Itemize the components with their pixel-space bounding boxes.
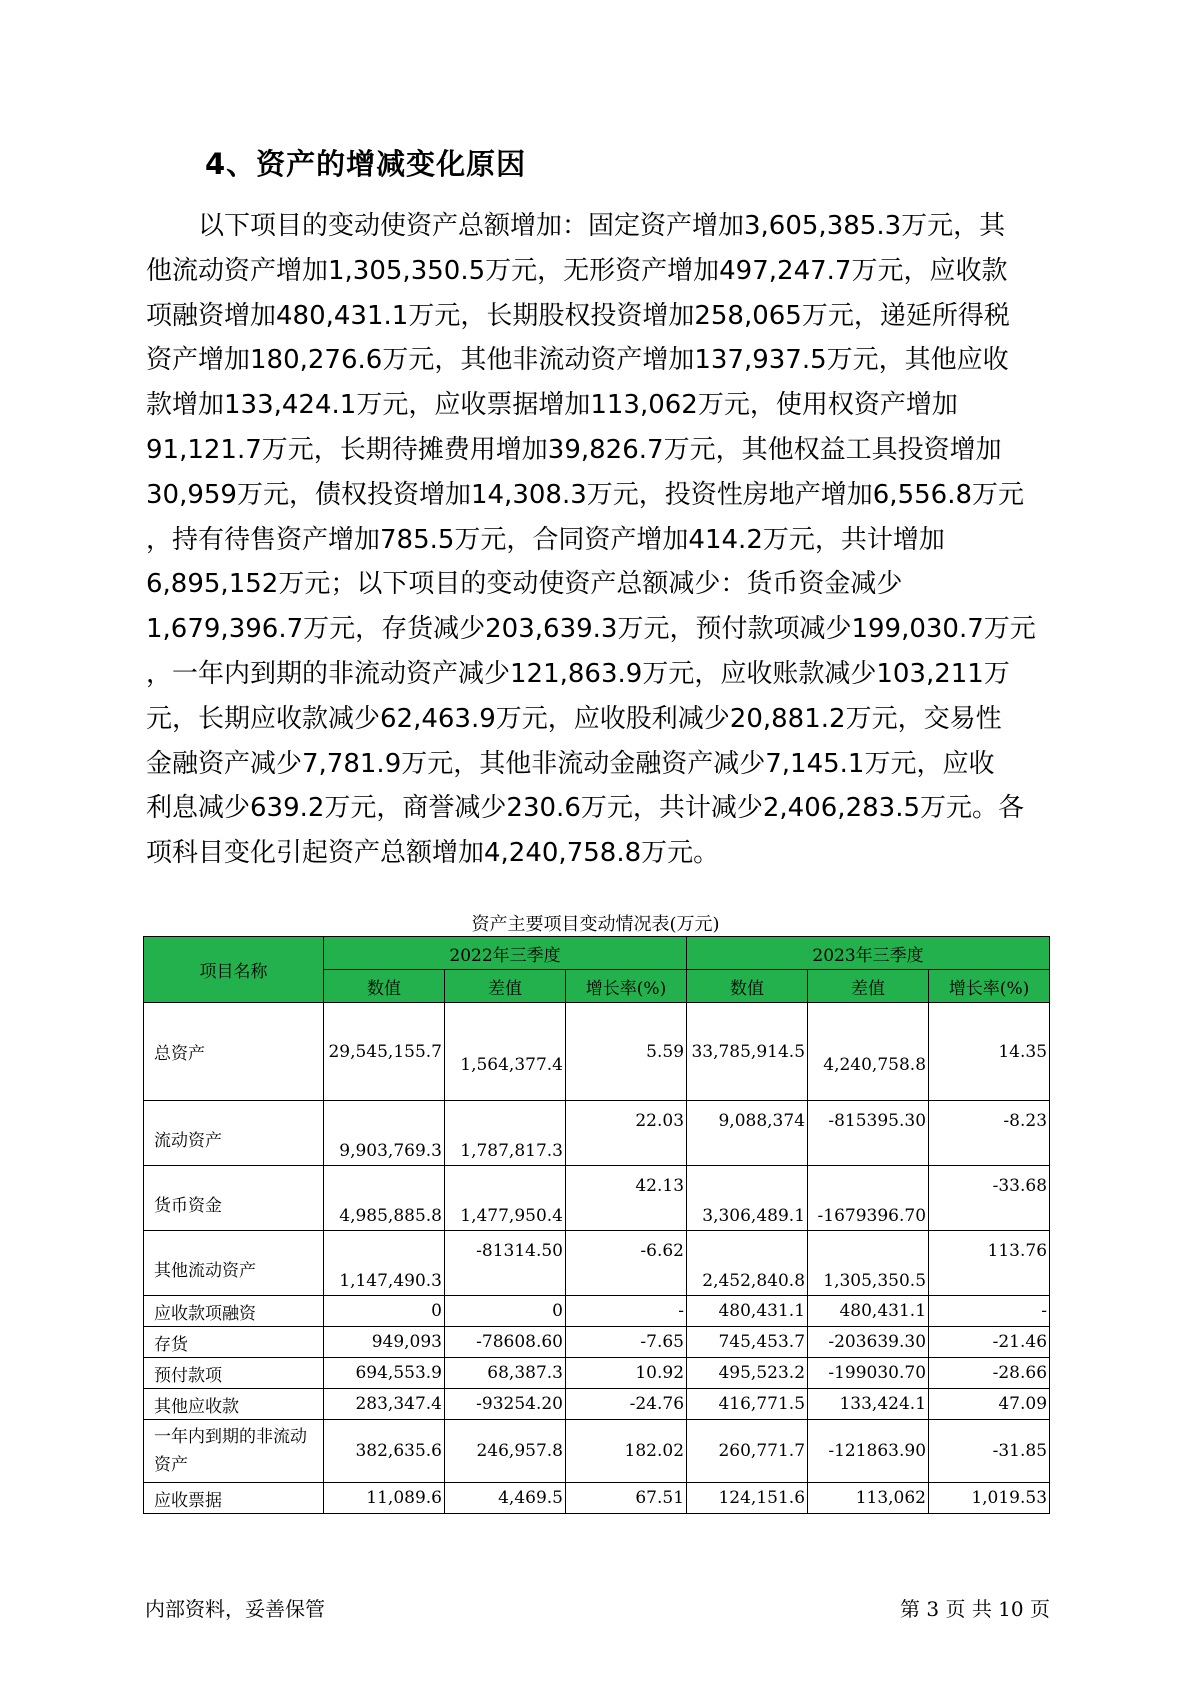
value-2022: 29,545,155.7 [324,1003,445,1101]
diff-2022: -81314.50 [445,1231,566,1296]
row-name: 应收款项融资 [144,1296,324,1327]
diff-2023: -1679396.70 [808,1166,929,1231]
value-2023: 9,088,374 [687,1101,808,1166]
value-2022: 382,635.6 [324,1420,445,1483]
value-2022: 694,553.9 [324,1358,445,1389]
diff-2022: 0 [445,1296,566,1327]
value-2023: 2,452,840.8 [687,1231,808,1296]
diff-2022: 246,957.8 [445,1420,566,1483]
value-2023: 33,785,914.5 [687,1003,808,1101]
growth-2023: -28.66 [929,1358,1050,1389]
growth-2023: 14.35 [929,1003,1050,1101]
footer-page-number: 第 3 页 共 10 页 [900,1597,1050,1621]
growth-2023: 113.76 [929,1231,1050,1296]
diff-2023: -815395.30 [808,1101,929,1166]
value-2022: 0 [324,1296,445,1327]
paragraph-line: 资产增加180,276.6万元，其他非流动资产增加137,937.5万元，其他应收 [146,345,1009,376]
value-2023: 480,431.1 [687,1296,808,1327]
paragraph-line: 项科目变化引起资产总额增加4,240,758.8万元。 [146,838,720,869]
row-name: 一年内到期的非流动资产 [144,1420,324,1483]
section-heading: 4、资产的增减变化原因 [205,147,527,181]
growth-2023: -31.85 [929,1420,1050,1483]
footer-confidential-note: 内部资料，妥善保管 [145,1597,325,1621]
header-value-2022: 数值 [324,970,445,1003]
table-row [144,1389,1050,1420]
growth-2023: -8.23 [929,1101,1050,1166]
paragraph-line: 款增加133,424.1万元，应收票据增加113,062万元，使用权资产增加 [146,390,958,421]
header-growth-2022: 增长率(%) [566,970,687,1003]
row-name: 预付款项 [144,1358,324,1389]
header-value-2023: 数值 [687,970,808,1003]
diff-2022: -78608.60 [445,1327,566,1358]
row-name: 货币资金 [144,1166,324,1231]
diff-2023: -121863.90 [808,1420,929,1483]
value-2023: 3,306,489.1 [687,1166,808,1231]
diff-2022: 1,787,817.3 [445,1101,566,1166]
diff-2023: 4,240,758.8 [808,1003,929,1101]
table-row [144,1166,1050,1231]
paragraph-line: 1,679,396.7万元，存货减少203,639.3万元，预付款项减少199,030.7万元 [146,614,1036,645]
diff-2023: 133,424.1 [808,1389,929,1420]
value-2023: 124,151.6 [687,1483,808,1514]
growth-2022: 42.13 [566,1166,687,1231]
diff-2022: 68,387.3 [445,1358,566,1389]
growth-2022: - [566,1296,687,1327]
value-2023: 495,523.2 [687,1358,808,1389]
table-row [144,1420,1050,1483]
value-2023: 745,453.7 [687,1327,808,1358]
table-row [144,1327,1050,1358]
growth-2022: -6.62 [566,1231,687,1296]
growth-2023: 47.09 [929,1389,1050,1420]
value-2022: 1,147,490.3 [324,1231,445,1296]
value-2023: 260,771.7 [687,1420,808,1483]
growth-2022: -24.76 [566,1389,687,1420]
growth-2022: 10.92 [566,1358,687,1389]
growth-2022: 5.59 [566,1003,687,1101]
table-row [144,1003,1050,1101]
diff-2022: 1,477,950.4 [445,1166,566,1231]
diff-2023: 480,431.1 [808,1296,929,1327]
paragraph-line: 利息减少639.2万元，商誉减少230.6万元，共计减少2,406,283.5万元。各 [146,793,1024,824]
value-2022: 4,985,885.8 [324,1166,445,1231]
row-name: 存货 [144,1327,324,1358]
header-growth-2023: 增长率(%) [929,970,1050,1003]
diff-2022: -93254.20 [445,1389,566,1420]
growth-2022: -7.65 [566,1327,687,1358]
value-2022: 9,903,769.3 [324,1101,445,1166]
paragraph-line: 91,121.7万元，长期待摊费用增加39,826.7万元，其他权益工具投资增加 [146,434,1002,465]
table-row [144,1231,1050,1296]
growth-2022: 182.02 [566,1420,687,1483]
diff-2023: 113,062 [808,1483,929,1514]
paragraph-line: 元，长期应收款减少62,463.9万元，应收股利减少20,881.2万元，交易性 [146,703,1002,734]
header-period-2022: 2022年三季度 [324,937,687,970]
paragraph-line: 30,959万元，债权投资增加14,308.3万元，投资性房地产增加6,556.8万元 [146,479,1024,510]
growth-2023: -33.68 [929,1166,1050,1231]
paragraph-line: 项融资增加480,431.1万元，长期股权投资增加258,065万元，递延所得税 [146,300,1010,331]
paragraph-line: 金融资产减少7,781.9万元，其他非流动金融资产减少7,145.1万元，应收 [146,748,995,779]
value-2023: 416,771.5 [687,1389,808,1420]
row-name: 总资产 [144,1003,324,1101]
paragraph-line: 6,895,152万元；以下项目的变动使资产总额减少：货币资金减少 [146,569,903,600]
header-period-2023: 2023年三季度 [687,937,1050,970]
table-row [144,1483,1050,1514]
value-2022: 949,093 [324,1327,445,1358]
paragraph-line: ，一年内到期的非流动资产减少121,863.9万元，应收账款减少103,211万 [146,658,1010,689]
paragraph-line: 他流动资产增加1,305,350.5万元，无形资产增加497,247.7万元，应收款 [146,255,1008,286]
row-name: 其他应收款 [144,1389,324,1420]
header-diff-2023: 差值 [808,970,929,1003]
table-row [144,1358,1050,1389]
row-name: 其他流动资产 [144,1231,324,1296]
growth-2022: 22.03 [566,1101,687,1166]
body-paragraph [146,204,1052,876]
paragraph-line: ，持有待售资产增加785.5万元，合同资产增加414.2万元，共计增加 [146,524,945,555]
row-name: 应收票据 [144,1483,324,1514]
growth-2023: - [929,1296,1050,1327]
asset-change-table [143,936,1050,1514]
table-caption: 资产主要项目变动情况表(万元) [471,914,720,935]
header-diff-2022: 差值 [445,970,566,1003]
paragraph-line: 以下项目的变动使资产总额增加：固定资产增加3,605,385.3万元，其 [198,211,1006,241]
diff-2023: 1,305,350.5 [808,1231,929,1296]
table-row [144,1101,1050,1166]
diff-2022: 1,564,377.4 [445,1003,566,1101]
diff-2023: -203639.30 [808,1327,929,1358]
growth-2023: 1,019.53 [929,1483,1050,1514]
table-row [144,1296,1050,1327]
diff-2022: 4,469.5 [445,1483,566,1514]
growth-2023: -21.46 [929,1327,1050,1358]
value-2022: 283,347.4 [324,1389,445,1420]
header-item-name: 项目名称 [144,937,324,1003]
diff-2023: -199030.70 [808,1358,929,1389]
value-2022: 11,089.6 [324,1483,445,1514]
growth-2022: 67.51 [566,1483,687,1514]
row-name: 流动资产 [144,1101,324,1166]
